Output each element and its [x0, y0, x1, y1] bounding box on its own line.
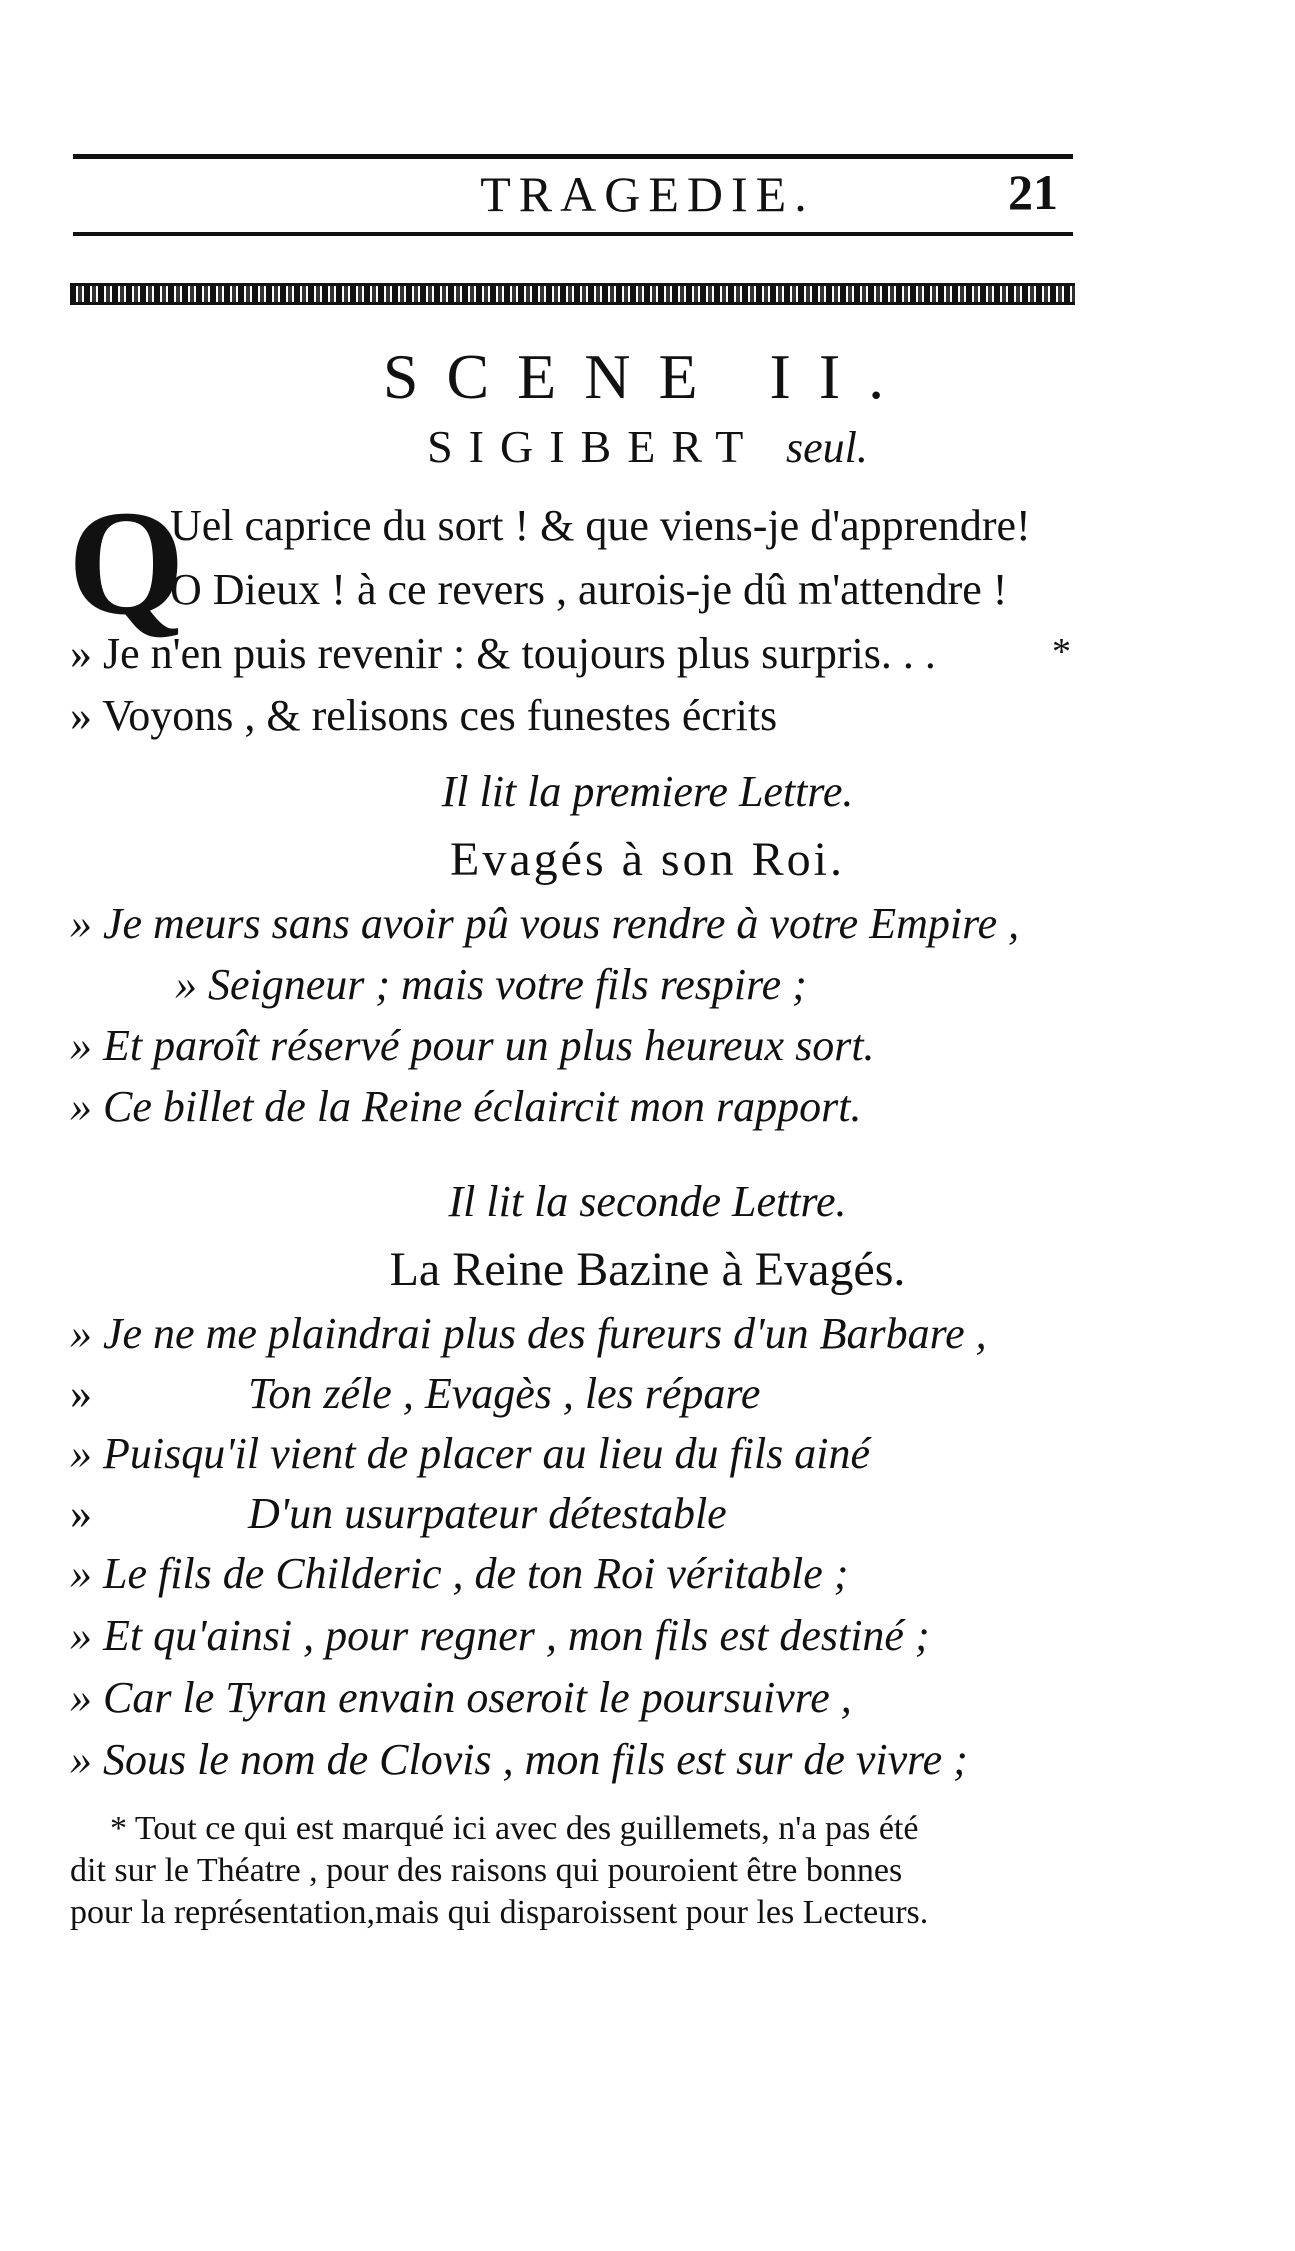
scene-title: SCENE II.	[382, 341, 913, 412]
running-head: TRAGEDIE.	[480, 166, 815, 222]
verse-line: » Voyons , & relisons ces funestes écrits	[70, 691, 778, 740]
guillemet-mark: »	[70, 1489, 92, 1538]
letter-line: » Et qu'ainsi , pour regner , mon fils est destiné ;	[70, 1611, 930, 1660]
header-rule-top	[73, 154, 1073, 159]
letter-line: D'un usurpateur détestable	[248, 1489, 727, 1538]
letter-line: » Puisqu'il vient de placer au lieu du fils ainé	[70, 1429, 871, 1478]
letter-line: Ton zéle , Evagès , les répare	[248, 1369, 761, 1418]
footnote-mark: *	[1052, 631, 1071, 673]
letter-heading: La Reine Bazine à Evagés.	[389, 1243, 906, 1296]
footnote-line: dit sur le Théatre , pour des raisons qui pouroient être bonnes	[70, 1852, 903, 1889]
speaker-name: SIGIBERT	[427, 421, 759, 472]
speaker-note: seul.	[786, 423, 868, 472]
verse-line: Uel caprice du sort ! & que viens-je d'apprendre!	[170, 501, 1031, 550]
letter-line: » Je ne me plaindrai plus des fureurs d'un Barbare ,	[70, 1309, 987, 1358]
page-number: 21	[1008, 164, 1058, 220]
footnote-line: pour la représentation,mais qui disparoissent pour les Lecteurs.	[70, 1894, 929, 1931]
ornamental-band	[70, 283, 1075, 305]
verse-line: O Dieux ! à ce revers , aurois-je dû m'attendre !	[170, 565, 1008, 614]
footnote-line: * Tout ce qui est marqué ici avec des guillemets, n'a pas été	[110, 1810, 919, 1847]
guillemet-mark: »	[70, 1369, 92, 1418]
drop-cap: Q	[68, 480, 185, 646]
letter-line: » Et paroît réservé pour un plus heureux sort.	[70, 1021, 875, 1070]
letter-line: » Ce billet de la Reine éclaircit mon rapport.	[70, 1082, 862, 1131]
letter-line: » Car le Tyran envain oseroit le poursuivre ,	[70, 1673, 852, 1722]
letter-line: » Le fils de Childeric , de ton Roi véritable ;	[70, 1549, 849, 1598]
verse-line: » Je n'en puis revenir : & toujours plus surpris. . .	[70, 629, 936, 678]
letter-line: » Seigneur ; mais votre fils respire ;	[175, 960, 807, 1009]
letter-line: » Sous le nom de Clovis , mon fils est sur de vivre ;	[70, 1735, 968, 1784]
stage-direction: Il lit la premiere Lettre.	[441, 767, 854, 816]
speaker-heading	[0, 420, 1295, 473]
stage-direction: Il lit la seconde Lettre.	[448, 1177, 847, 1226]
header-rule-bottom	[73, 232, 1073, 236]
letter-heading: Evagés à son Roi.	[450, 833, 845, 886]
letter-line: » Je meurs sans avoir pû vous rendre à votre Empire ,	[70, 899, 1020, 948]
footnote	[70, 1808, 1100, 1934]
